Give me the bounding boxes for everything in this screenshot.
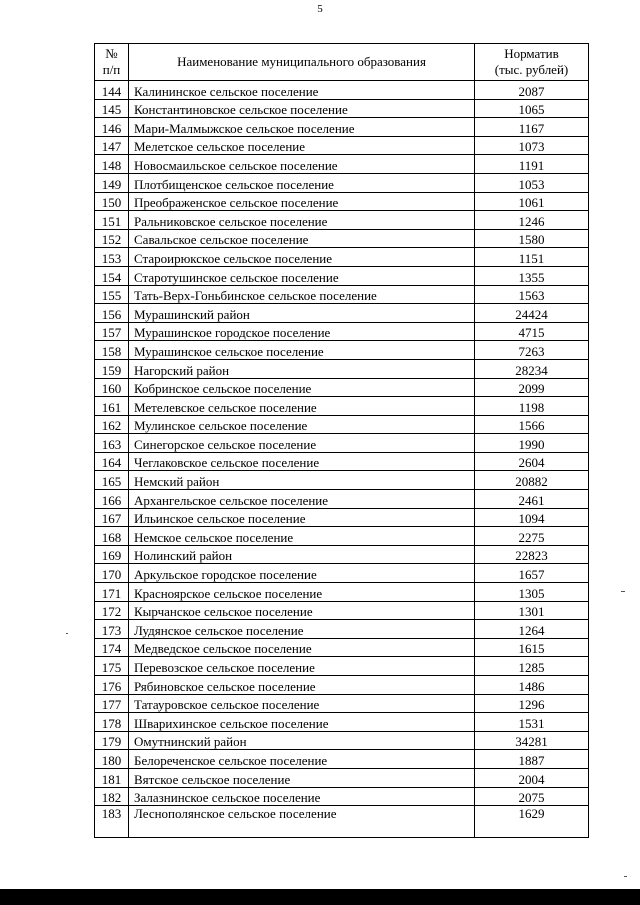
row-name-cell: Мурашинское городское поселение xyxy=(129,322,475,341)
table-row xyxy=(95,99,589,118)
table-row xyxy=(95,806,589,838)
row-name-cell: Залазнинское сельское поселение xyxy=(129,787,475,806)
row-name-cell: Шварихинское сельское поселение xyxy=(129,713,475,732)
row-name-cell: Немское сельское поселение xyxy=(129,527,475,546)
row-number-cell: 175 xyxy=(95,657,129,676)
table-row xyxy=(95,564,589,583)
row-value-cell: 1151 xyxy=(475,248,589,267)
row-name-cell: Немский район xyxy=(129,471,475,490)
row-number-cell: 183 xyxy=(95,806,129,838)
row-value-cell: 1285 xyxy=(475,657,589,676)
table-row xyxy=(95,694,589,713)
table-row xyxy=(95,359,589,378)
row-name-cell: Старотушинское сельское поселение xyxy=(129,266,475,285)
row-number-cell: 172 xyxy=(95,601,129,620)
row-name-cell: Вятское сельское поселение xyxy=(129,768,475,787)
header-name: Наименование муниципального образования xyxy=(129,44,475,81)
row-name-cell: Кырчанское сельское поселение xyxy=(129,601,475,620)
table-row xyxy=(95,787,589,806)
row-name-cell: Архангельское сельское поселение xyxy=(129,490,475,509)
table-row xyxy=(95,676,589,695)
row-number-cell: 163 xyxy=(95,434,129,453)
row-name-cell: Перевозское сельское поселение xyxy=(129,657,475,676)
row-name-cell: Метелевское сельское поселение xyxy=(129,397,475,416)
row-number-cell: 159 xyxy=(95,359,129,378)
row-number-cell: 166 xyxy=(95,490,129,509)
row-number-cell: 152 xyxy=(95,229,129,248)
row-number-cell: 150 xyxy=(95,192,129,211)
row-value-cell: 1094 xyxy=(475,508,589,527)
scan-speck xyxy=(624,876,627,877)
table-row xyxy=(95,583,589,602)
table-row xyxy=(95,155,589,174)
table-row xyxy=(95,341,589,360)
row-value-cell: 2461 xyxy=(475,490,589,509)
row-value-cell: 1065 xyxy=(475,99,589,118)
table-row xyxy=(95,304,589,323)
row-value-cell: 1563 xyxy=(475,285,589,304)
row-number-cell: 165 xyxy=(95,471,129,490)
table-row xyxy=(95,136,589,155)
scan-bottom-edge xyxy=(0,889,640,905)
row-name-cell: Тать-Верх-Гоньбинское сельское поселение xyxy=(129,285,475,304)
row-name-cell: Савальское сельское поселение xyxy=(129,229,475,248)
header-number-label: № п/п xyxy=(102,46,121,77)
row-value-cell: 1246 xyxy=(475,211,589,230)
page-number: 5 xyxy=(317,3,323,15)
table-row xyxy=(95,173,589,192)
row-number-cell: 148 xyxy=(95,155,129,174)
row-name-cell: Староирюкское сельское поселение xyxy=(129,248,475,267)
table-row xyxy=(95,731,589,750)
row-value-cell: 2075 xyxy=(475,787,589,806)
row-value-cell: 2275 xyxy=(475,527,589,546)
row-value-cell: 2604 xyxy=(475,452,589,471)
row-number-cell: 147 xyxy=(95,136,129,155)
row-value-cell: 2004 xyxy=(475,768,589,787)
row-value-cell: 1657 xyxy=(475,564,589,583)
row-number-cell: 180 xyxy=(95,750,129,769)
row-value-cell: 1053 xyxy=(475,173,589,192)
row-name-cell: Леснополянское сельское поселение xyxy=(129,806,475,838)
row-number-cell: 158 xyxy=(95,341,129,360)
row-number-cell: 151 xyxy=(95,211,129,230)
row-name-cell: Синегорское сельское поселение xyxy=(129,434,475,453)
row-value-cell: 1301 xyxy=(475,601,589,620)
row-name-cell: Чеглаковское сельское поселение xyxy=(129,452,475,471)
row-value-cell: 24424 xyxy=(475,304,589,323)
row-name-cell: Мурашинское сельское поселение xyxy=(129,341,475,360)
row-name-cell: Медведское сельское поселение xyxy=(129,638,475,657)
row-name-cell: Новосмаильское сельское поселение xyxy=(129,155,475,174)
row-value-cell: 1167 xyxy=(475,118,589,137)
table-row xyxy=(95,638,589,657)
table-row xyxy=(95,490,589,509)
scan-speck xyxy=(621,591,625,592)
row-number-cell: 168 xyxy=(95,527,129,546)
row-value-cell: 1566 xyxy=(475,415,589,434)
row-number-cell: 176 xyxy=(95,676,129,695)
row-name-cell: Кобринское сельское поселение xyxy=(129,378,475,397)
row-name-cell: Константиновское сельское поселение xyxy=(129,99,475,118)
row-name-cell: Мелетское сельское поселение xyxy=(129,136,475,155)
row-name-cell: Ильинское сельское поселение xyxy=(129,508,475,527)
row-value-cell: 1073 xyxy=(475,136,589,155)
row-name-cell: Татауровское сельское поселение xyxy=(129,694,475,713)
table-row xyxy=(95,545,589,564)
row-number-cell: 164 xyxy=(95,452,129,471)
row-value-cell: 4715 xyxy=(475,322,589,341)
row-number-cell: 170 xyxy=(95,564,129,583)
row-name-cell: Белореченское сельское поселение xyxy=(129,750,475,769)
row-number-cell: 171 xyxy=(95,583,129,602)
row-value-cell: 1191 xyxy=(475,155,589,174)
row-number-cell: 179 xyxy=(95,731,129,750)
row-value-cell: 1061 xyxy=(475,192,589,211)
row-name-cell: Мари-Малмыжское сельское поселение xyxy=(129,118,475,137)
row-value-cell: 1305 xyxy=(475,583,589,602)
row-number-cell: 181 xyxy=(95,768,129,787)
table-row xyxy=(95,229,589,248)
row-value-cell: 1887 xyxy=(475,750,589,769)
row-number-cell: 169 xyxy=(95,545,129,564)
row-name-cell: Аркульское городское поселение xyxy=(129,564,475,583)
row-number-cell: 178 xyxy=(95,713,129,732)
row-name-cell: Преображенское сельское поселение xyxy=(129,192,475,211)
row-value-cell: 34281 xyxy=(475,731,589,750)
table-row xyxy=(95,81,589,100)
header-value xyxy=(475,44,589,81)
row-number-cell: 182 xyxy=(95,787,129,806)
row-value-cell: 2099 xyxy=(475,378,589,397)
row-number-cell: 145 xyxy=(95,99,129,118)
row-number-cell: 149 xyxy=(95,173,129,192)
table-row xyxy=(95,750,589,769)
row-number-cell: 157 xyxy=(95,322,129,341)
table-row xyxy=(95,713,589,732)
row-number-cell: 160 xyxy=(95,378,129,397)
table-row xyxy=(95,118,589,137)
row-name-cell: Нолинский район xyxy=(129,545,475,564)
table-row xyxy=(95,471,589,490)
row-name-cell: Мурашинский район xyxy=(129,304,475,323)
row-name-cell: Красноярское сельское поселение xyxy=(129,583,475,602)
row-number-cell: 144 xyxy=(95,81,129,100)
table-row xyxy=(95,508,589,527)
table-row xyxy=(95,248,589,267)
table-row xyxy=(95,322,589,341)
row-number-cell: 162 xyxy=(95,415,129,434)
row-number-cell: 173 xyxy=(95,620,129,639)
row-value-cell: 1355 xyxy=(475,266,589,285)
row-number-cell: 153 xyxy=(95,248,129,267)
table-row xyxy=(95,452,589,471)
row-value-cell: 1580 xyxy=(475,229,589,248)
row-number-cell: 146 xyxy=(95,118,129,137)
table-row xyxy=(95,601,589,620)
table-row xyxy=(95,397,589,416)
row-number-cell: 155 xyxy=(95,285,129,304)
row-name-cell: Нагорский район xyxy=(129,359,475,378)
row-value-cell: 1531 xyxy=(475,713,589,732)
row-name-cell: Калининское сельское поселение xyxy=(129,81,475,100)
row-number-cell: 154 xyxy=(95,266,129,285)
row-value-cell: 1198 xyxy=(475,397,589,416)
row-name-cell: Лудянское сельское поселение xyxy=(129,620,475,639)
row-number-cell: 167 xyxy=(95,508,129,527)
row-value-cell: 7263 xyxy=(475,341,589,360)
row-name-cell: Омутнинский район xyxy=(129,731,475,750)
row-value-cell: 20882 xyxy=(475,471,589,490)
row-number-cell: 161 xyxy=(95,397,129,416)
table-row xyxy=(95,378,589,397)
row-value-cell: 2087 xyxy=(475,81,589,100)
row-number-cell: 174 xyxy=(95,638,129,657)
row-number-cell: 177 xyxy=(95,694,129,713)
row-name-cell: Ральниковское сельское поселение xyxy=(129,211,475,230)
table-header-row xyxy=(95,44,589,81)
norms-table xyxy=(94,43,589,838)
row-name-cell: Мулинское сельское поселение xyxy=(129,415,475,434)
row-value-cell: 1615 xyxy=(475,638,589,657)
header-number xyxy=(95,44,129,81)
row-name-cell: Рябиновское сельское поселение xyxy=(129,676,475,695)
row-value-cell: 22823 xyxy=(475,545,589,564)
table-body xyxy=(95,81,589,838)
row-value-cell: 1990 xyxy=(475,434,589,453)
table-row xyxy=(95,657,589,676)
table-row xyxy=(95,620,589,639)
table-row xyxy=(95,527,589,546)
table-row xyxy=(95,768,589,787)
table-row xyxy=(95,266,589,285)
row-value-cell: 1486 xyxy=(475,676,589,695)
row-value-cell: 1264 xyxy=(475,620,589,639)
table-row xyxy=(95,285,589,304)
header-value-label: Норматив (тыс. рублей) xyxy=(494,46,569,77)
row-number-cell: 156 xyxy=(95,304,129,323)
row-name-cell: Плотбищенское сельское поселение xyxy=(129,173,475,192)
scan-speck xyxy=(66,633,68,634)
row-value-cell: 1629 xyxy=(475,806,589,838)
table-row xyxy=(95,211,589,230)
table-row xyxy=(95,192,589,211)
row-value-cell: 28234 xyxy=(475,359,589,378)
row-value-cell: 1296 xyxy=(475,694,589,713)
table-row xyxy=(95,415,589,434)
table-row xyxy=(95,434,589,453)
